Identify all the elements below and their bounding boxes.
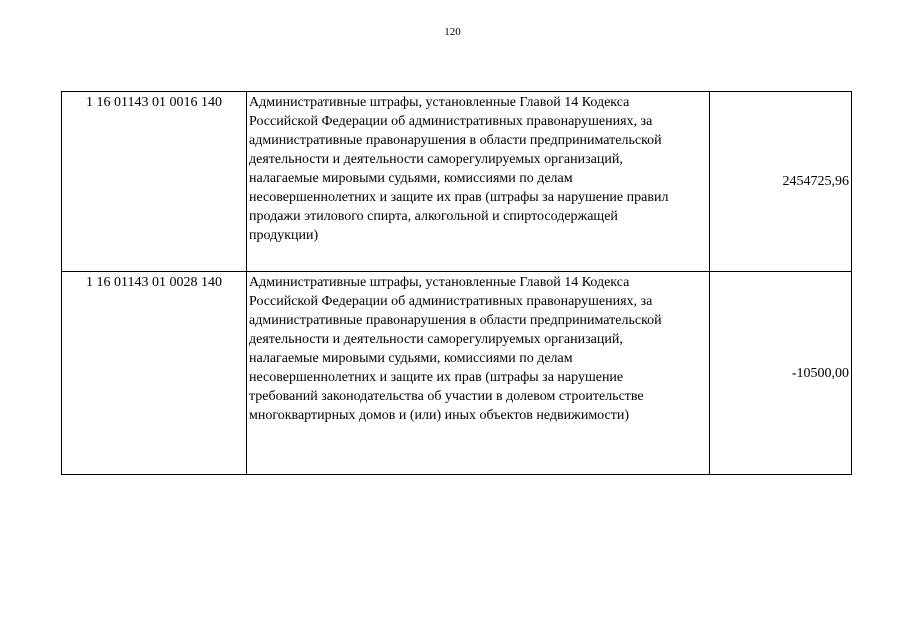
budget-classification-code: 1 16 01143 01 0016 140	[62, 92, 247, 272]
description-line: несовершеннолетних и защите их прав (штрафы за нарушение правил	[249, 190, 669, 205]
description-line: Российской Федерации об административных правонарушениях, за	[249, 114, 653, 129]
description-line: Административные штрафы, установленные Главой 14 Кодекса	[249, 95, 630, 110]
description-line: требований законодательства об участии в долевом строительстве	[249, 389, 644, 404]
revenue-amount: 2454725,96	[710, 92, 852, 272]
table-row	[62, 92, 852, 272]
description-line: несовершеннолетних и защите их прав (штрафы за нарушение	[249, 370, 624, 385]
description-line: налагаемые мировыми судьями, комиссиями по делам	[249, 171, 573, 186]
page-number: 120	[444, 26, 461, 38]
description-line: деятельности и деятельности саморегулируемых организаций,	[249, 152, 623, 167]
budget-revenue-table	[61, 91, 852, 475]
description-line: многоквартирных домов и (или) иных объектов недвижимости)	[249, 408, 630, 423]
revenue-description	[247, 272, 710, 475]
description-line: Административные штрафы, установленные Главой 14 Кодекса	[249, 275, 630, 290]
budget-classification-code: 1 16 01143 01 0028 140	[62, 272, 247, 475]
revenue-description	[247, 92, 710, 272]
description-line: деятельности и деятельности саморегулируемых организаций,	[249, 332, 623, 347]
description-line: административные правонарушения в области предпринимательской	[249, 133, 662, 148]
description-line: административные правонарушения в области предпринимательской	[249, 313, 662, 328]
description-line: продукции)	[249, 228, 319, 243]
description-line: продажи этилового спирта, алкогольной и спиртосодержащей	[249, 209, 618, 224]
table-row	[62, 272, 852, 475]
description-line: налагаемые мировыми судьями, комиссиями по делам	[249, 351, 573, 366]
description-line: Российской Федерации об административных правонарушениях, за	[249, 294, 653, 309]
revenue-amount: -10500,00	[710, 272, 852, 475]
